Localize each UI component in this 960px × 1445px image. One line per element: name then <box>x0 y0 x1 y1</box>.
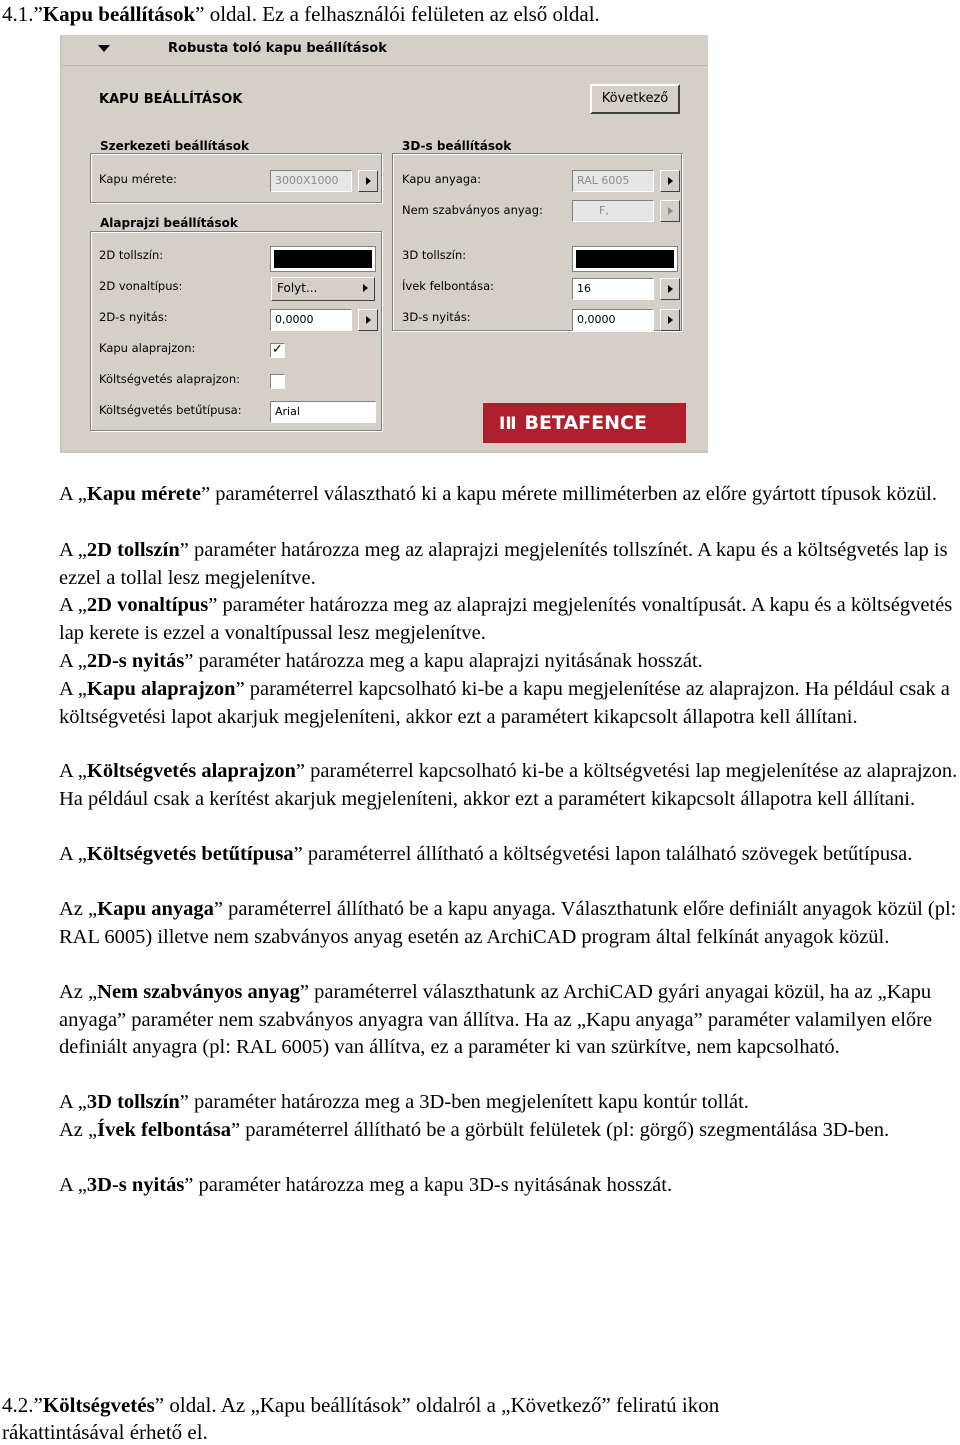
parameter-term: Kapu mérete <box>86 483 201 505</box>
gate-settings-dialog <box>60 35 708 453</box>
nonstandard-material-label: Nem szabványos anyag: <box>402 203 543 217</box>
budget-on-plan-checkbox[interactable] <box>270 374 285 389</box>
paragraph-text: ” paraméter határozza meg a 3D-ben megjelenített kapu kontúr tollát. <box>179 1091 749 1113</box>
paragraph-lead: A „ <box>59 650 87 672</box>
opening-2d-field[interactable]: 0,0000 <box>270 309 352 331</box>
paragraph <box>59 648 959 676</box>
paragraph <box>59 1089 959 1117</box>
paragraph-text: ” paraméterrel választható ki a kapu mérete milliméterben az előre gyártott típusok közül. <box>200 483 937 505</box>
parameter-term: Kapu anyaga <box>97 898 214 920</box>
parameter-term: Költségvetés betűtípusa <box>86 843 294 865</box>
paragraph-text: ” paraméterrel kapcsolható ki-be a kapu megjelenítése az alaprajzon. Ha például csak a költségvetési lapot akarjuk megjeleníteni, akkor ezt a paramétert kikapcsolt állapotra kell állítani. <box>59 678 950 728</box>
paragraph <box>59 592 959 647</box>
paragraph <box>59 896 959 951</box>
pen-3d-color-swatch[interactable] <box>573 247 677 271</box>
parameter-term: Költségvetés alaprajzon <box>86 760 296 782</box>
paragraph-text: ” paraméterrel állítható be a kapu anyaga. Választhatunk előre definiált anyagok közül (pl: RAL 6005) illetve nem szabványos anyag esetén az ArchiCAD program által felkínát anyagok közül. <box>59 898 957 948</box>
paragraph <box>59 758 959 813</box>
logo-text: BETAFENCE <box>524 412 647 434</box>
paragraph-lead: A „ <box>59 594 87 616</box>
section-heading-rest: oldal. Ez a felhasználói felületen az első oldal. <box>204 2 600 26</box>
gate-material-label: Kapu anyaga: <box>402 172 482 186</box>
paragraph-lead: A „ <box>59 843 87 865</box>
linetype-2d-popup[interactable]: Folyt... <box>271 277 375 301</box>
open-quote: ” <box>33 1393 43 1417</box>
paragraph <box>59 841 959 869</box>
section-title: Kapu beállítások <box>42 2 196 26</box>
plan-group-label: Alaprajzi beállítások <box>96 216 242 230</box>
panel-titlebar[interactable] <box>62 35 708 66</box>
paragraph <box>59 979 959 1062</box>
paragraph <box>59 1172 959 1200</box>
budget-font-label: Költségvetés betűtípusa: <box>99 403 242 417</box>
section-heading-rest: oldal. Az „Kapu beállítások” oldalról a „Következő” feliratú ikon <box>164 1393 720 1417</box>
opening-3d-field[interactable]: 0,0000 <box>572 309 654 331</box>
panel-title: Robusta toló kapu beállítások <box>168 41 387 56</box>
paragraph-text: ” paraméterrel választhatunk az ArchiCAD gyári anyagai közül, ha az „Kapu anyaga” paraméter nem szabványos anyagra van állítva. Ha az „Kapu anyaga” paraméter valamilyen előre definiált anyagra (pl: RAL 6005) van állítva, ez a paraméter ki van szürkítve, nem kapcsolható. <box>59 981 933 1059</box>
parameter-term: 2D vonaltípus <box>86 594 209 616</box>
dialog-title: KAPU BEÁLLÍTÁSOK <box>99 92 243 107</box>
parameter-term: 3D-s nyitás <box>86 1174 185 1196</box>
arc-resolution-field[interactable]: 16 <box>572 278 654 300</box>
pen-3d-label: 3D tollszín: <box>402 248 467 262</box>
gate-material-arrow-button[interactable] <box>660 170 680 192</box>
gate-size-label: Kapu mérete: <box>99 172 177 186</box>
section-number: 4.1. <box>2 2 34 26</box>
section-heading-4-2 <box>2 1392 719 1418</box>
paragraph <box>59 481 959 509</box>
paragraph-text: ” paraméter határozza meg az alaprajzi megjelenítés tollszínét. A kapu és a költségvetés lap is ezzel a tollal lesz megjelenítve. <box>59 539 948 589</box>
section-title: Költségvetés <box>42 1393 155 1417</box>
nonstandard-material-arrow-button[interactable] <box>660 200 680 222</box>
paragraph-lead: A „ <box>59 1091 87 1113</box>
parameter-term: 3D tollszín <box>86 1091 180 1113</box>
paragraph <box>59 1117 959 1145</box>
close-quote: ” <box>195 2 205 26</box>
opening-2d-label: 2D-s nyitás: <box>99 310 168 324</box>
paragraph-lead: A „ <box>59 760 87 782</box>
section-number: 4.2. <box>2 1393 34 1417</box>
paragraph-text: ” paraméterrel kapcsolható ki-be a költségvetési lap megjelenítése az alaprajzon. Ha például csak a kerítést akarjuk megjeleníteni, akkor ezt a paramétert kikapcsolt állapotra kell állítani. <box>59 760 958 810</box>
paragraph-text: ” paraméterrel állítható be a görbült felületek (pl: görgő) szegmentálása 3D-ben. <box>230 1119 890 1141</box>
betafence-mark-icon: ⅠⅡ <box>499 414 517 434</box>
paragraph-lead: A „ <box>59 539 87 561</box>
paragraph <box>59 537 959 592</box>
gate-on-plan-checkbox[interactable] <box>270 343 285 358</box>
pen-2d-color-swatch[interactable] <box>271 247 375 271</box>
close-quote: ” <box>154 1393 165 1417</box>
paragraph-text: ” paraméter határozza meg a kapu 3D-s nyitásának hosszát. <box>184 1174 673 1196</box>
paragraph-lead: A „ <box>59 1174 87 1196</box>
budget-on-plan-label: Költségvetés alaprajzon: <box>99 372 240 386</box>
paragraph-lead: Az „ <box>59 981 98 1003</box>
gate-size-field[interactable]: 3000X1000 <box>270 170 352 192</box>
paragraph-lead: A „ <box>59 483 87 505</box>
betafence-logo <box>483 403 686 443</box>
nonstandard-material-field[interactable]: F, <box>572 200 654 222</box>
collapse-triangle-icon[interactable] <box>98 45 110 52</box>
structural-group-label: Szerkezeti beállítások <box>96 139 253 153</box>
parameter-term: 2D tollszín <box>86 539 180 561</box>
pen-2d-label: 2D tollszín: <box>99 248 164 262</box>
parameter-term: Nem szabványos anyag <box>97 981 300 1003</box>
arc-resolution-label: Ívek felbontása: <box>402 279 494 293</box>
paragraph-text: ” paraméter határozza meg a kapu alaprajzi nyitásának hosszát. <box>184 650 703 672</box>
arc-resolution-arrow-button[interactable] <box>660 278 680 300</box>
paragraph-text: ” paraméterrel állítható a költségvetési lapon található szövegek betűtípusa. <box>293 843 913 865</box>
paragraph-lead: Az „ <box>59 898 98 920</box>
opening-3d-arrow-button[interactable] <box>660 309 680 331</box>
parameter-term: 2D-s nyitás <box>86 650 185 672</box>
paragraph-lead: A „ <box>59 678 87 700</box>
section-heading-4-1 <box>2 1 600 27</box>
paragraph-lead: Az „ <box>59 1119 98 1141</box>
next-button[interactable]: Következő <box>590 84 680 114</box>
checkmark-icon: ✓ <box>272 342 283 357</box>
parameter-term: Ívek felbontása <box>97 1119 231 1141</box>
gate-on-plan-label: Kapu alaprajzon: <box>99 341 196 355</box>
open-quote: ” <box>33 2 43 26</box>
linetype-2d-label: 2D vonaltípus: <box>99 279 183 293</box>
paragraph <box>59 676 959 731</box>
budget-font-field[interactable]: Arial <box>270 401 376 423</box>
gate-material-field[interactable]: RAL 6005 <box>572 170 654 192</box>
parameter-term: Kapu alaprajzon <box>86 678 236 700</box>
section-heading-4-2-line2: rákattintásával érhető el. <box>2 1420 208 1444</box>
opening-3d-label: 3D-s nyitás: <box>402 310 471 324</box>
paragraph-text: ” paraméter határozza meg az alaprajzi megjelenítés vonaltípusát. A kapu és a költségvetés lap kerete is ezzel a vonaltípussal lesz megjelenítve. <box>59 594 953 644</box>
opening-2d-arrow-button[interactable] <box>358 309 378 331</box>
gate-size-arrow-button[interactable] <box>358 170 378 192</box>
threed-group-label: 3D-s beállítások <box>398 139 515 153</box>
